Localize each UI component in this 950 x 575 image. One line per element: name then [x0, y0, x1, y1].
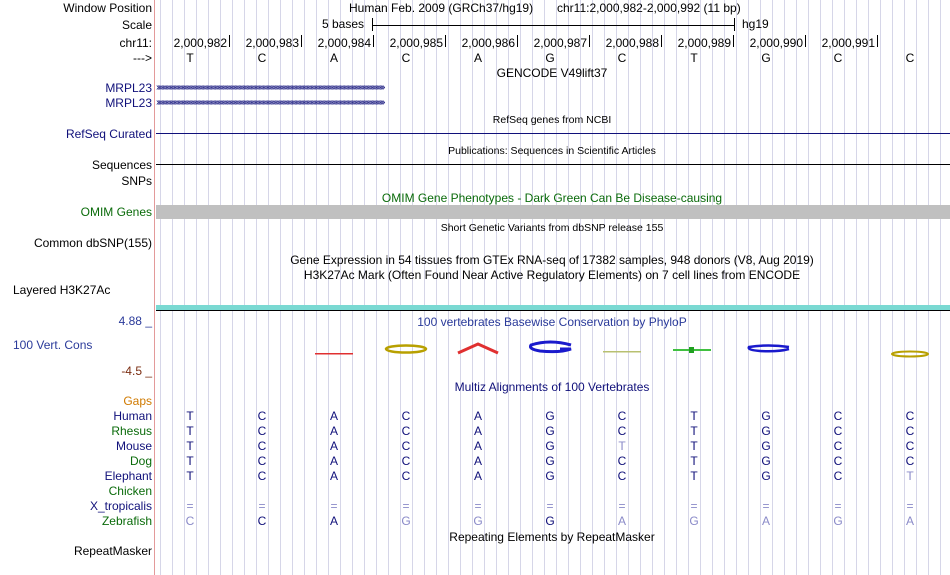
- alignment-base: C: [905, 424, 915, 438]
- species-label[interactable]: Human: [113, 409, 152, 423]
- label-scale: Scale: [121, 18, 152, 32]
- phylop-mark-C3: [892, 352, 928, 357]
- alignment-base: C: [617, 469, 627, 483]
- label-omim-genes[interactable]: OMIM Genes: [80, 205, 152, 219]
- phylop-mark-A2: [458, 344, 498, 353]
- label-separator: [154, 0, 155, 575]
- ruler-tick: [661, 35, 662, 47]
- alignment-base: G: [545, 409, 555, 423]
- ruler-tick: [805, 35, 806, 47]
- phylop-track-title: 100 vertebrates Basewise Conservation by PhyloP: [417, 315, 687, 329]
- phylop-mark-G2: [749, 346, 789, 352]
- mrpl23-transcript-2[interactable]: ›››››››››››››››››››››››››››››››››››››››››››››››››››››››››››››››››››››››››››››››››››››››››››››››››››››››››››››››››››››››››››››››››››››››››››››››››››››››››››››››››››››››››››: [156, 97, 384, 108]
- alignment-base: C: [617, 409, 627, 423]
- omim-track-title: OMIM Gene Phenotypes - Dark Green Can Be Disease-causing: [381, 191, 723, 205]
- label-mrpl23-1[interactable]: MRPL23: [105, 81, 152, 95]
- reference-base: G: [761, 51, 771, 65]
- alignment-base: C: [257, 454, 267, 468]
- alignment-base: A: [905, 514, 914, 528]
- alignment-base: G: [761, 424, 771, 438]
- reference-base: A: [329, 51, 338, 65]
- alignment-base: A: [329, 409, 338, 423]
- alignment-base: T: [690, 424, 698, 438]
- alignment-base: C: [257, 469, 267, 483]
- alignment-base: T: [690, 439, 698, 453]
- repeatmasker-track-title: Repeating Elements by RepeatMasker: [449, 530, 655, 544]
- phylop-mark-C1: [386, 346, 426, 353]
- alignment-base: A: [473, 454, 482, 468]
- alignment-base: G: [545, 439, 555, 453]
- alignment-base: =: [618, 499, 626, 513]
- alignment-base: T: [618, 439, 626, 453]
- ruler-tick: [301, 35, 302, 47]
- ruler-tick: [589, 35, 590, 47]
- phylop-mark-A: [315, 353, 353, 355]
- alignment-base: C: [617, 454, 627, 468]
- alignment-base: G: [833, 514, 843, 528]
- ruler-tick: [445, 35, 446, 47]
- alignment-base: A: [473, 409, 482, 423]
- ruler-coordinate: 2,000,984: [317, 36, 371, 50]
- publications-track-title: Publications: Sequences in Scientific Articles: [448, 145, 656, 157]
- ruler-coordinate: 2,000,988: [605, 36, 659, 50]
- label-gaps: Gaps: [123, 394, 152, 408]
- alignment-base: A: [329, 424, 338, 438]
- species-label[interactable]: Elephant: [104, 469, 152, 483]
- alignment-base: G: [761, 454, 771, 468]
- ruler-tick: [877, 35, 878, 47]
- dbsnp-track-title: Short Genetic Variants from dbSNP release 155: [440, 222, 664, 234]
- cons-axis-max: 4.88 _: [118, 314, 152, 328]
- alignment-base: T: [186, 409, 194, 423]
- alignment-base: =: [690, 499, 698, 513]
- alignment-base: C: [401, 409, 411, 423]
- refseq-gene-line[interactable]: [156, 133, 950, 134]
- alignment-base: G: [761, 469, 771, 483]
- reference-base: C: [257, 51, 267, 65]
- alignment-base: C: [833, 454, 843, 468]
- alignment-base: G: [545, 514, 555, 528]
- alignment-base: A: [473, 439, 482, 453]
- alignment-base: C: [257, 439, 267, 453]
- h3k27ac-baseline: [156, 310, 950, 311]
- alignment-base: G: [545, 424, 555, 438]
- alignment-base: =: [834, 499, 842, 513]
- ruler-coordinate: 2,000,991: [821, 36, 875, 50]
- ruler-coordinate: 2,000,990: [749, 36, 803, 50]
- alignment-base: =: [546, 499, 554, 513]
- gtex-track-title: Gene Expression in 54 tissues from GTEx RNA-seq of 17382 samples, 948 donors (V8, Aug 2019): [290, 253, 814, 267]
- reference-base: G: [545, 51, 555, 65]
- multiz-track-title: Multiz Alignments of 100 Vertebrates: [454, 380, 650, 394]
- alignment-base: A: [617, 514, 626, 528]
- label-layered-h3k27ac[interactable]: Layered H3K27Ac: [13, 283, 111, 297]
- alignment-base: G: [689, 514, 699, 528]
- species-label[interactable]: X_tropicalis: [89, 499, 152, 513]
- alignment-base: =: [906, 499, 914, 513]
- label-chromosome: chr11:: [119, 36, 152, 50]
- alignment-base: =: [762, 499, 770, 513]
- reference-base: A: [473, 51, 482, 65]
- ruler-coordinate: 2,000,985: [389, 36, 443, 50]
- reference-base: T: [690, 51, 698, 65]
- ruler-coordinate: 2,000,983: [245, 36, 299, 50]
- alignment-base: A: [329, 439, 338, 453]
- alignment-base: C: [833, 439, 843, 453]
- label-strand-arrow: --->: [133, 51, 152, 65]
- alignment-base: C: [905, 409, 915, 423]
- alignment-base: T: [186, 439, 194, 453]
- species-label[interactable]: Chicken: [108, 484, 152, 498]
- species-label[interactable]: Rhesus: [111, 424, 152, 438]
- alignment-base: G: [761, 409, 771, 423]
- scale-db-label: hg19: [742, 17, 769, 31]
- alignment-base: C: [617, 424, 627, 438]
- alignment-base: =: [330, 499, 338, 513]
- cons-axis-min: -4.5 _: [121, 364, 152, 378]
- label-snps[interactable]: SNPs: [121, 174, 152, 188]
- alignment-base: C: [833, 469, 843, 483]
- alignment-base: C: [905, 439, 915, 453]
- reference-base: C: [833, 51, 843, 65]
- scale-bar-label: 5 bases: [322, 17, 365, 31]
- ruler-coordinate: 2,000,986: [461, 36, 515, 50]
- ruler-tick: [733, 35, 734, 47]
- reference-base: C: [905, 51, 915, 65]
- alignment-base: =: [258, 499, 266, 513]
- window-position-value: chr11:2,000,982-2,000,992 (11 bp): [557, 1, 741, 15]
- alignment-base: C: [905, 454, 915, 468]
- reference-base: T: [186, 51, 194, 65]
- phylop-mark-C2: [603, 351, 641, 353]
- alignment-base: G: [401, 514, 411, 528]
- alignment-base: T: [186, 424, 194, 438]
- label-repeatmasker[interactable]: RepeatMasker: [73, 544, 152, 558]
- alignment-base: =: [402, 499, 410, 513]
- ruler-coordinate: 2,000,989: [677, 36, 731, 50]
- alignment-base: =: [186, 499, 194, 513]
- alignment-base: C: [401, 454, 411, 468]
- reference-base: C: [401, 51, 411, 65]
- alignment-base: C: [185, 514, 195, 528]
- phylop-logo[interactable]: [0, 335, 950, 365]
- label-common-dbsnp[interactable]: Common dbSNP(155): [33, 236, 152, 250]
- label-sequences[interactable]: Sequences: [91, 158, 152, 172]
- ruler-coordinate: 2,000,982: [173, 36, 227, 50]
- alignment-base: C: [833, 424, 843, 438]
- label-window-position: Window Position: [63, 1, 152, 15]
- alignment-base: T: [690, 469, 698, 483]
- species-label[interactable]: Mouse: [115, 439, 152, 453]
- alignment-base: G: [545, 469, 555, 483]
- alignment-base: A: [473, 424, 482, 438]
- alignment-base: T: [186, 454, 194, 468]
- alignment-base: A: [329, 469, 338, 483]
- species-label[interactable]: Zebrafish: [101, 514, 152, 528]
- label-mrpl23-2[interactable]: MRPL23: [105, 96, 152, 110]
- alignment-base: A: [329, 514, 338, 528]
- reference-base: C: [617, 51, 627, 65]
- alignment-base: C: [401, 439, 411, 453]
- ruler-tick: [229, 35, 230, 47]
- ruler-tick: [373, 35, 374, 47]
- alignment-base: C: [401, 469, 411, 483]
- species-label[interactable]: Dog: [129, 454, 152, 468]
- alignment-base: A: [329, 454, 338, 468]
- alignment-base: T: [690, 409, 698, 423]
- ruler-tick: [517, 35, 518, 47]
- alignment-base: T: [186, 469, 194, 483]
- alignment-base: G: [761, 439, 771, 453]
- alignment-base: =: [474, 499, 482, 513]
- label-refseq-curated[interactable]: RefSeq Curated: [65, 127, 152, 141]
- alignment-base: C: [401, 424, 411, 438]
- gencode-track-title: GENCODE V49lift37: [496, 66, 608, 80]
- alignment-base: G: [545, 454, 555, 468]
- assembly-name: Human Feb. 2009 (GRCh37/hg19): [349, 1, 534, 15]
- alignment-base: C: [833, 409, 843, 423]
- alignment-base: A: [473, 469, 482, 483]
- alignment-base: C: [257, 514, 267, 528]
- ruler-coordinate: 2,000,987: [533, 36, 587, 50]
- phylop-mark-G1: [530, 342, 571, 352]
- omim-gene-bar[interactable]: [156, 205, 950, 219]
- alignment-base: A: [761, 514, 770, 528]
- refseq-track-title: RefSeq genes from NCBI: [492, 114, 612, 126]
- publications-sequence-line[interactable]: [156, 164, 950, 165]
- alignment-base: T: [690, 454, 698, 468]
- alignment-base: C: [257, 424, 267, 438]
- alignment-base: G: [473, 514, 483, 528]
- alignment-base: C: [257, 409, 267, 423]
- h3k27ac-track-title: H3K27Ac Mark (Often Found Near Active Regulatory Elements) on 7 cell lines from ENCODE: [303, 268, 801, 282]
- label-100-vert-cons[interactable]: 100 Vert. Cons: [13, 338, 93, 352]
- phylop-mark-T-peak: [689, 347, 694, 353]
- alignment-base: T: [906, 469, 914, 483]
- mrpl23-transcript-1[interactable]: ›››››››››››››››››››››››››››››››››››››››››››››››››››››››››››››››››››››››››››››››››››››››››››››››››››››››››››››››››››››››››››››››››››››››››››››››››››››››››››››››››››››››››››: [156, 82, 384, 93]
